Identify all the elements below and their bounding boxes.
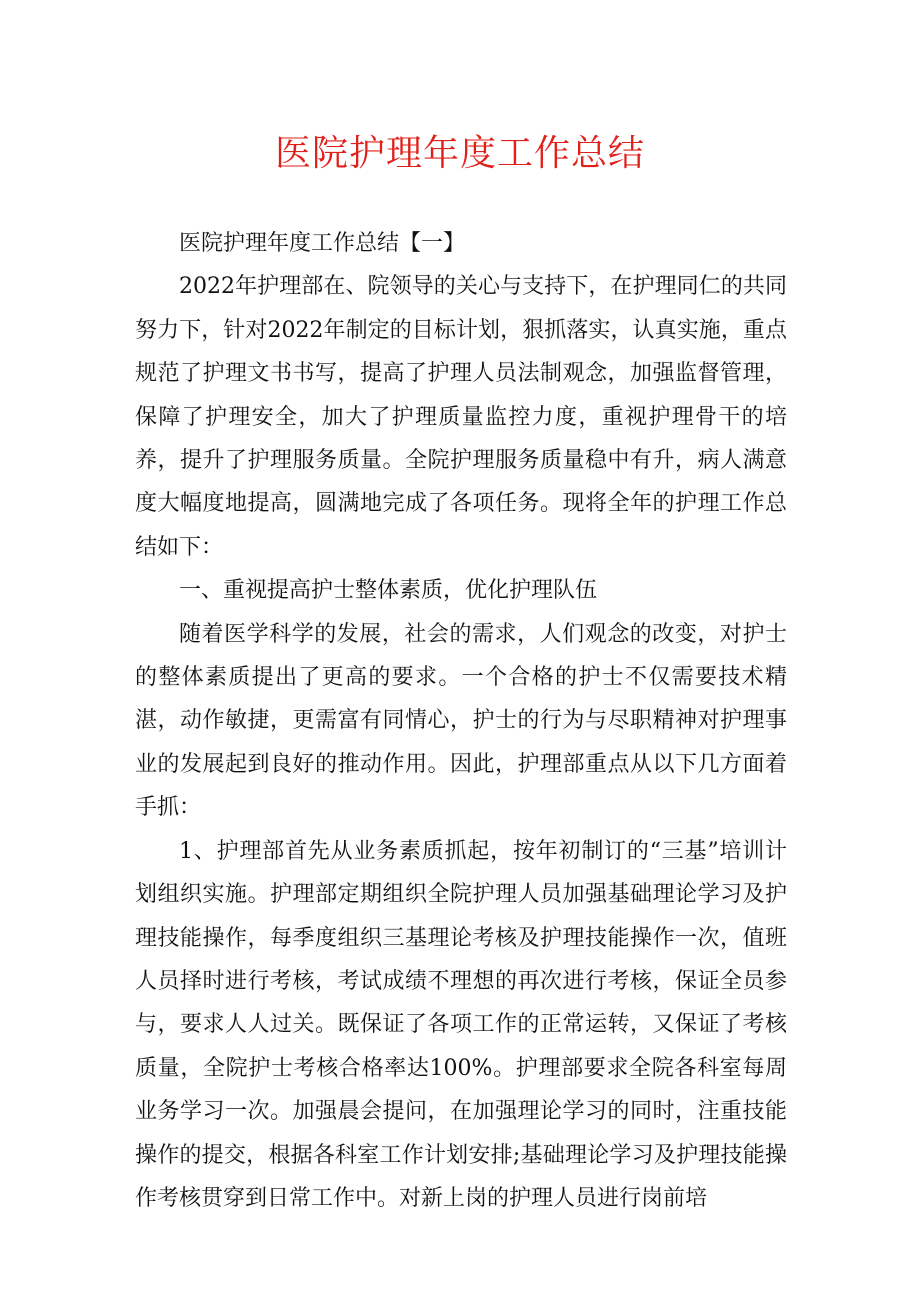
section-heading: 一、重视提高护士整体素质，优化护理队伍 — [179, 578, 598, 604]
body-paragraph: 1、护理部首先从业务素质抓起，按年初制订的“三基”培训计划组织实施。护理部定期组织全院护理人员加强基础理论学习及护理技能操作，每季度组织三基理论考核及护理技能操作一次，值班人员择时进行考核，考试成绩不理想的再次进行考核，保证全员参与，要求人人过关。既保证了各项工作的正常运转，又保证了考核质量，全院护士考核合格率达100%。护理部要求全院各科室每周业务学习一次。加强晨会提问，在加强理论学习的同时，注重技能操作的提交，根据各科室工作计划安排;基础理论学习及护理技能操作考核贯穿到日常工作中。对新上岗的护理人员进行岗前培 — [135, 838, 787, 1211]
section-heading: 医院护理年度工作总结【一】 — [179, 231, 466, 256]
document-title: 医院护理年度工作总结 — [274, 133, 645, 174]
body-paragraph: 2022年护理部在、院领导的关心与支持下，在护理同仁的共同努力下，针对2022年制定的目标计划，狠抓落实，认真实施，重点规范了护理文书书写，提高了护理人员法制观念，加强监督管理，保障了护理安全，加大了护理质量监控力度，重视护理骨干的培养，提升了护理服务质量。全院护理服务质量稳中有升，病人满意度大幅度地提高，圆满地完成了各项任务。现将全年的护理工作总结如下： — [135, 274, 787, 560]
document-body — [135, 222, 787, 1220]
body-paragraph: 随着医学科学的发展，社会的需求，人们观念的改变，对护士的整体素质提出了更高的要求。一个合格的护士不仅需要技术精湛，动作敏捷，更需富有同情心，护士的行为与尽职精神对护理事业的发展起到良好的推动作用。因此，护理部重点从以下几方面着手抓： — [135, 621, 787, 821]
